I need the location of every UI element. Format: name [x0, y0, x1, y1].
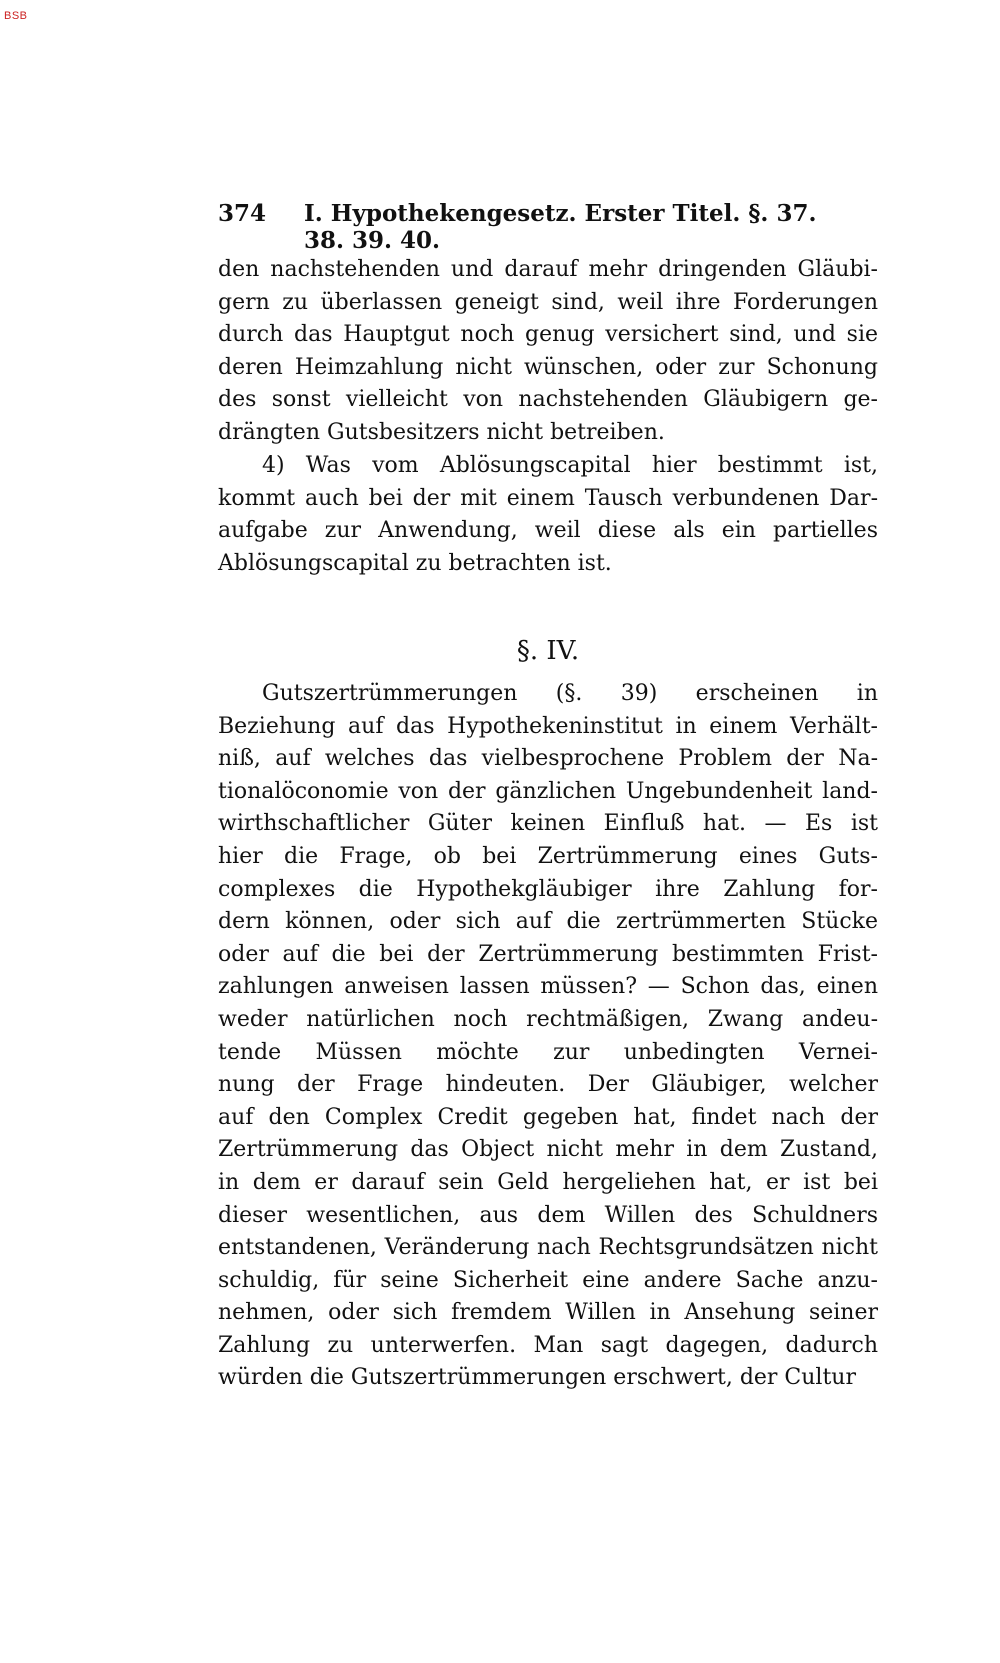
- text-line: würden die Gutszertrümmerungen erschwert, der Cultur: [218, 1365, 856, 1391]
- paragraph-continuation: [218, 254, 878, 450]
- library-watermark: BSB: [4, 10, 28, 22]
- text-line: kommt auch bei der mit einem Tausch verbundenen Dar-: [218, 485, 878, 511]
- text-line: aufgabe zur Anwendung, weil diese als ein partielles: [218, 518, 878, 544]
- text-line: hier die Frage, ob bei Zertrümmerung eines Guts-: [218, 843, 878, 869]
- page-header: [218, 200, 818, 254]
- text-line: drängten Gutsbesitzers nicht betreiben.: [218, 419, 665, 445]
- text-line: deren Heimzahlung nicht wünschen, oder zur Schonung: [218, 354, 878, 380]
- text-line: entstandenen, Veränderung nach Rechtsgrundsätzen nicht: [218, 1235, 878, 1261]
- text-line: Zertrümmerung das Object nicht mehr in dem Zustand,: [218, 1137, 878, 1163]
- text-line: nehmen, oder sich fremdem Willen in Ansehung seiner: [218, 1300, 878, 1326]
- text-line: tende Müssen möchte zur unbedingten Vernei-: [218, 1039, 878, 1065]
- text-line: Gutszertrümmerungen (§. 39) erscheinen in: [262, 681, 878, 706]
- text-line: in dem er darauf sein Geld hergeliehen hat, er ist bei: [218, 1169, 878, 1195]
- text-line: niß, auf welches das vielbesprochene Problem der Na-: [218, 746, 878, 772]
- text-line: dern können, oder sich auf die zertrümmerten Stücke: [218, 909, 878, 935]
- text-line: weder natürlichen noch rechtmäßigen, Zwang andeu-: [218, 1006, 878, 1032]
- text-line: nung der Frage hindeuten. Der Gläubiger, welcher: [218, 1072, 878, 1098]
- paragraph-section-iv: [218, 678, 878, 1395]
- section-heading: §. IV.: [516, 636, 580, 666]
- text-line: des sonst vielleicht von nachstehenden Gläubigern ge-: [218, 387, 878, 413]
- text-line: Zahlung zu unterwerfen. Man sagt dagegen, dadurch: [218, 1332, 878, 1358]
- text-line: Beziehung auf das Hypothekeninstitut in einem Verhält-: [218, 713, 878, 739]
- text-line: schuldig, für seine Sicherheit eine andere Sache anzu-: [218, 1267, 878, 1293]
- text-line: durch das Hauptgut noch genug versichert sind, und sie: [218, 322, 878, 348]
- page-number: 374: [218, 200, 267, 227]
- text-line: Ablösungscapital zu betrachten ist.: [218, 550, 612, 576]
- text-line: complexes die Hypothekgläubiger ihre Zahlung for-: [218, 876, 878, 902]
- paragraph-note-4: [218, 450, 878, 580]
- text-line: tionalöconomie von der gänzlichen Ungebundenheit land-: [218, 778, 878, 804]
- text-line: gern zu überlassen geneigt sind, weil ihre Forderungen: [218, 289, 878, 315]
- text-line: zahlungen anweisen lassen müssen? — Schon das, einen: [218, 974, 878, 1000]
- text-line: den nachstehenden und darauf mehr dringenden Gläubi-: [218, 257, 878, 282]
- text-line: dieser wesentlichen, aus dem Willen des Schuldners: [218, 1202, 878, 1228]
- text-line: 4) Was vom Ablösungscapital hier bestimmt ist,: [262, 453, 878, 478]
- text-line: auf den Complex Credit gegeben hat, findet nach der: [218, 1104, 878, 1130]
- text-line: wirthschaftlicher Güter keinen Einfluß hat. — Es ist: [218, 811, 878, 837]
- running-title: I. Hypothekengesetz. Erster Titel. §. 37. 38. 39. 40.: [304, 200, 817, 254]
- text-line: oder auf die bei der Zertrümmerung bestimmten Frist-: [218, 941, 878, 967]
